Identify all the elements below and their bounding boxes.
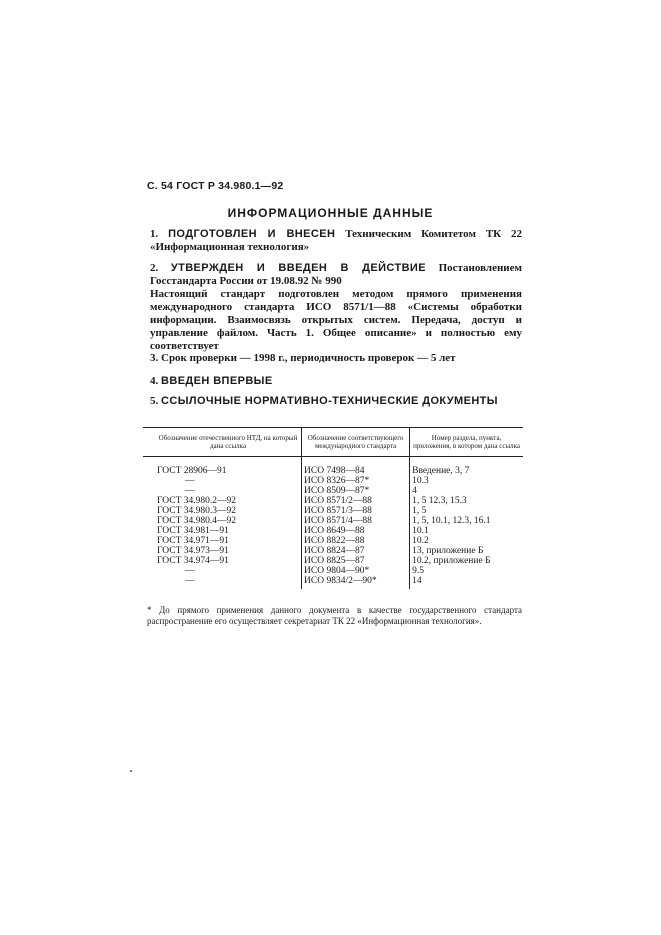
table-cell: ИСО 8571/2—88 bbox=[302, 496, 410, 506]
table-cell: ГОСТ 28906—91 bbox=[157, 466, 227, 476]
table-header-cell: Обозначение соответствующего международного стандарта bbox=[302, 428, 410, 457]
table-row bbox=[143, 556, 523, 566]
table-cell: ГОСТ 34.980.4—92 bbox=[157, 516, 236, 526]
table-cell: 14 bbox=[410, 576, 523, 589]
table-cell: ГОСТ 34.980.3—92 bbox=[157, 506, 236, 516]
table-cell: — bbox=[185, 476, 195, 486]
table-cell: 4 bbox=[410, 486, 523, 496]
table-cell: 10.1 bbox=[410, 526, 523, 536]
table-header-cell: Номер раздела, пункта, приложения, в котором дана ссылка bbox=[410, 428, 523, 457]
table-row bbox=[143, 486, 523, 496]
section-1 bbox=[150, 228, 522, 254]
table-cell: 13, приложение Б bbox=[410, 546, 523, 556]
section-heading: ССЫЛОЧНЫЕ НОРМАТИВНО-ТЕХНИЧЕСКИЕ ДОКУМЕНТЫ bbox=[161, 395, 498, 407]
table-cell: ИСО 8571/4—88 bbox=[302, 516, 410, 526]
section-2 bbox=[150, 262, 522, 353]
section-text: Техническим Комитетом ТК 22 «Информационная технология» bbox=[150, 228, 523, 253]
section-5 bbox=[150, 395, 522, 408]
reference-table bbox=[143, 427, 523, 589]
section-number: 1. bbox=[150, 228, 159, 240]
table-row bbox=[143, 576, 523, 589]
page-title: ИНФОРМАЦИОННЫЕ ДАННЫЕ bbox=[227, 206, 434, 220]
section-3 bbox=[150, 352, 522, 365]
table-cell: Введение, 3, 7 bbox=[410, 457, 523, 477]
table-cell: 1, 5, 10.1, 12.3, 16.1 bbox=[410, 516, 523, 526]
table-cell: ГОСТ 34.981—91 bbox=[157, 526, 229, 536]
table-cell: 1, 5 12.3, 15.3 bbox=[410, 496, 523, 506]
table-cell: ГОСТ 34.971—91 bbox=[157, 536, 229, 546]
section-number: 2. bbox=[150, 262, 159, 274]
table-cell: ИСО 8824—87 bbox=[302, 546, 410, 556]
section-4 bbox=[150, 375, 522, 388]
table-cell: ИСО 9834/2—90* bbox=[302, 576, 410, 589]
table-cell: ИСО 8649—88 bbox=[302, 526, 410, 536]
table-cell: — bbox=[185, 486, 195, 496]
table-row bbox=[143, 496, 523, 506]
table-cell: ИСО 8822—88 bbox=[302, 536, 410, 546]
footnote: * До прямого применения данного документа в качестве государственного стандарта распространение его осуществляет секретариат ТК 22 «Информационная технология». bbox=[147, 605, 522, 626]
table-cell: ГОСТ 34.973—91 bbox=[157, 546, 229, 556]
table-cell: ИСО 8825—87 bbox=[302, 556, 410, 566]
section-heading: ВВЕДЕН ВПЕРВЫЕ bbox=[161, 375, 273, 387]
table-cell: ИСО 9804—90* bbox=[302, 566, 410, 576]
table-row bbox=[143, 506, 523, 516]
table-cell: ГОСТ 34.980.2—92 bbox=[157, 496, 236, 506]
section-bold-text: Постановлением Госстандарта России от 19.08.92 № 990 bbox=[150, 262, 523, 287]
scan-speck bbox=[130, 770, 132, 772]
table-row bbox=[143, 476, 523, 486]
section-text: Настоящий стандарт подготовлен методом прямого применения международного стандарта ИСО 8571/1—88 «Системы обработки информации. Взаимосвязь открытых систем. Передача, доступ и управление файлом. Часть 1. Общее описание» и полностью ему соответствует bbox=[150, 288, 522, 352]
table-row bbox=[143, 516, 523, 526]
page-header: С. 54 ГОСТ Р 34.980.1—92 bbox=[147, 180, 284, 192]
table-row bbox=[143, 546, 523, 556]
table-cell: 10.2, приложение Б bbox=[410, 556, 523, 566]
table-header-cell: Обозначение отечественного НТД, на который дана ссылка bbox=[143, 428, 302, 457]
table-cell: ГОСТ 34.974—91 bbox=[157, 556, 229, 566]
section-heading: УТВЕРЖДЕН И ВВЕДЕН В ДЕЙСТВИЕ bbox=[170, 262, 426, 274]
table-row bbox=[143, 526, 523, 536]
table-cell: 10.3 bbox=[410, 476, 523, 486]
section-heading: ПОДГОТОВЛЕН И ВНЕСЕН bbox=[168, 228, 336, 240]
table-cell: — bbox=[185, 566, 195, 576]
table-row bbox=[143, 536, 523, 546]
table-cell: 10.2 bbox=[410, 536, 523, 546]
table-cell: 9.5 bbox=[410, 566, 523, 576]
table-row bbox=[143, 457, 523, 477]
section-text: Срок проверки — 1998 г., периодичность проверок — 5 лет bbox=[161, 352, 456, 364]
section-number: 4. bbox=[150, 375, 159, 387]
table-cell: ИСО 7498—84 bbox=[302, 457, 410, 477]
table-cell: 1, 5 bbox=[410, 506, 523, 516]
table-cell: ИСО 8326—87* bbox=[302, 476, 410, 486]
table-cell: — bbox=[185, 576, 195, 586]
table-cell: ИСО 8571/3—88 bbox=[302, 506, 410, 516]
table-header-row bbox=[143, 428, 523, 457]
section-number: 5. bbox=[150, 395, 159, 407]
table-cell: ИСО 8509—87* bbox=[302, 486, 410, 496]
table-row bbox=[143, 566, 523, 576]
section-number: 3. bbox=[150, 352, 159, 364]
